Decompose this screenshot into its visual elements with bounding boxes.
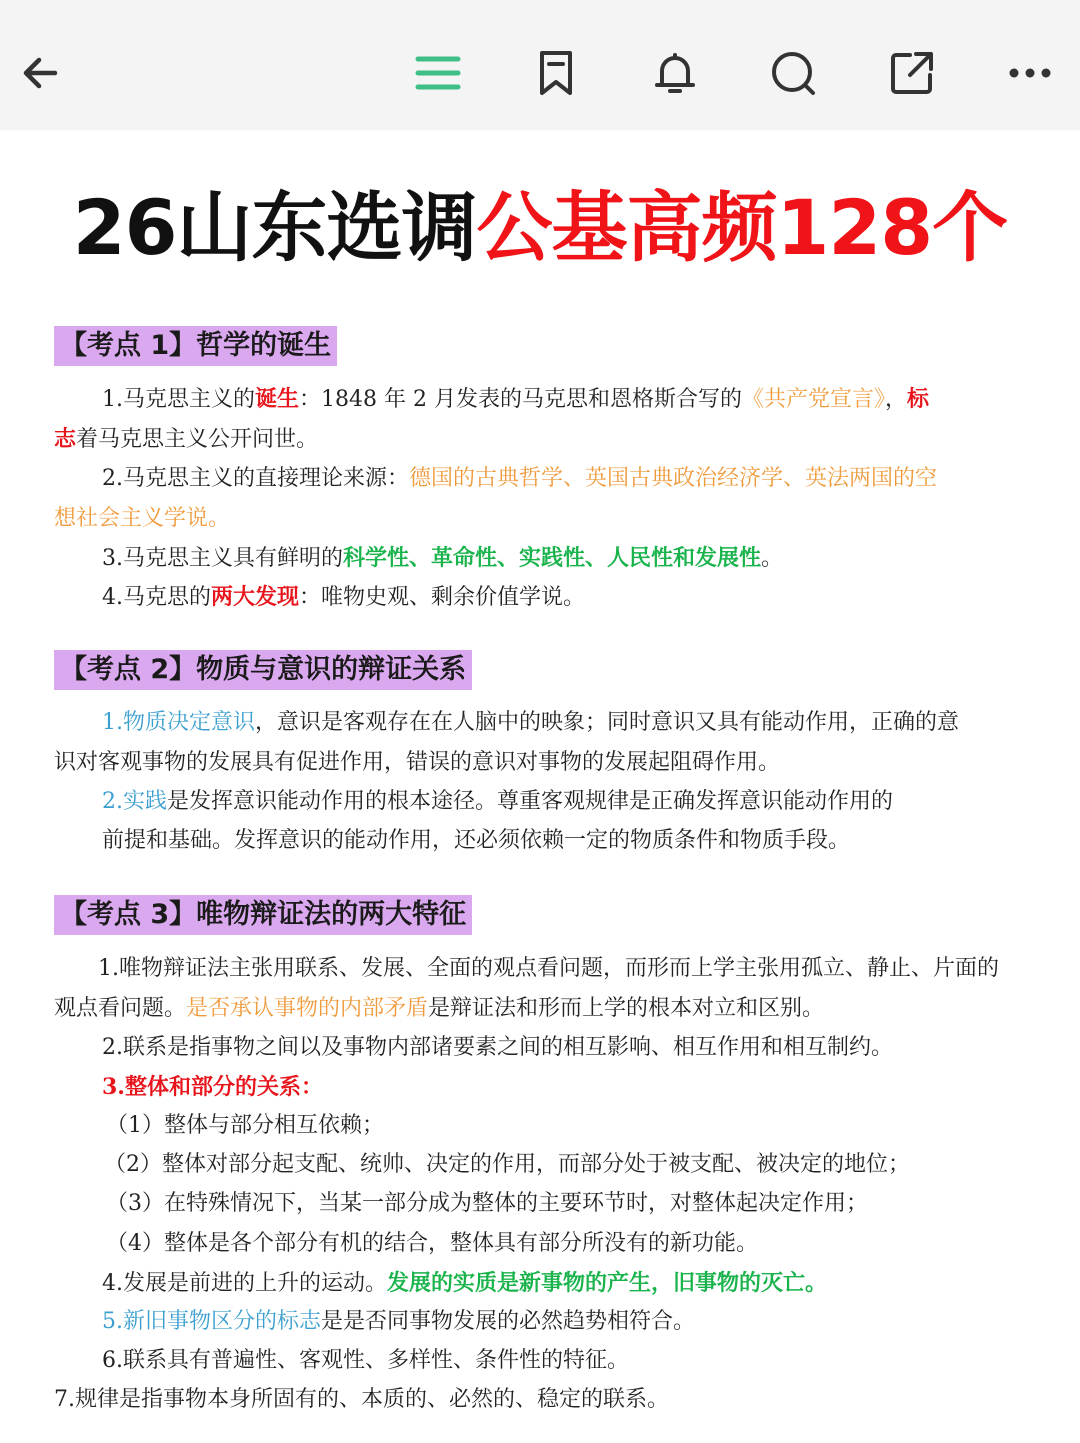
s2-line-2: 识对客观事物的发展具有促进作用，错误的意识对事物的发展起阻碍作用。 [54,750,781,775]
comment-icon[interactable] [758,38,828,108]
s3-line-3: 2.联系是指事物之间以及事物内部诸要素之间的相互影响、相互作用和相互制约。 [102,1035,893,1060]
section-2-heading: 【考点 2】物质与意识的辩证关系 [54,650,472,690]
s1-line-1: 1.马克思主义的诞生：1848 年 2 月发表的马克思和恩格斯合写的《共产党宣言》，标 [102,386,930,412]
back-arrow-icon[interactable] [6,38,76,108]
s1-line-4: 想社会主义学说。 [54,506,231,531]
s3-line-11: 6.联系具有普遍性、客观性、多样性、条件性的特征。 [102,1348,629,1373]
bell-icon[interactable] [640,38,710,108]
s3-line-6: （2）整体对部分起支配、统帅、决定的作用，而部分处于被支配、被决定的地位； [104,1152,910,1177]
s2-line-1: 1.物质决定意识，意识是客观存在在人脑中的映象；同时意识又具有能动作用，正确的意 [102,710,960,735]
s3-line-10: 5.新旧事物区分的标志是是否同事物发展的必然趋势相符合。 [102,1309,696,1334]
share-icon[interactable] [877,38,947,108]
s3-line-12: 7.规律是指事物本身所固有的、本质的、必然的、稳定的联系。 [54,1387,669,1412]
s1-line-2: 志着马克思主义公开问世。 [54,426,319,452]
page-title [0,168,1080,288]
s3-line-4: 3.整体和部分的关系： [102,1074,323,1100]
s1-line-3: 2.马克思主义的直接理论来源：德国的古典哲学、英国古典政治经济学、英法两国的空 [102,466,938,491]
bookmark-icon[interactable] [521,38,591,108]
section-3-heading: 【考点 3】唯物辩证法的两大特征 [54,895,472,935]
s3-line-7: （3）在特殊情况下，当某一部分成为整体的主要环节时，对整体起决定作用； [106,1191,868,1216]
section-1-heading: 【考点 1】哲学的诞生 [54,326,337,366]
s2-line-3: 2.实践是发挥意识能动作用的根本途径。尊重客观规律是正确发挥意识能动作用的 [102,789,894,814]
s3-line-5: （1）整体与部分相互依赖； [106,1113,384,1138]
s1-line-6: 4.马克思的两大发现：唯物史观、剩余价值学说。 [102,584,586,610]
s3-line-8: （4）整体是各个部分有机的结合，整体具有部分所没有的新功能。 [106,1231,758,1256]
title-part-1: 26山东选调 [72,183,477,272]
top-toolbar [0,0,1080,130]
menu-icon[interactable] [403,38,473,108]
more-icon[interactable] [995,38,1065,108]
s1-line-5: 3.马克思主义具有鲜明的科学性、革命性、实践性、人民性和发展性。 [102,545,784,571]
title-part-2: 公基高频128个 [476,183,1008,272]
s3-line-9: 4.发展是前进的上升的运动。发展的实质是新事物的产生，旧事物的灭亡。 [102,1270,828,1296]
s3-line-2: 观点看问题。是否承认事物的内部矛盾是辩证法和形而上学的根本对立和区别。 [54,996,825,1021]
s3-line-1: 1.唯物辩证法主张用联系、发展、全面的观点看问题，而形而上学主张用孤立、静止、片面的 [98,956,999,981]
s2-line-4: 前提和基础。发挥意识的能动作用，还必须依赖一定的物质条件和物质手段。 [102,828,851,853]
